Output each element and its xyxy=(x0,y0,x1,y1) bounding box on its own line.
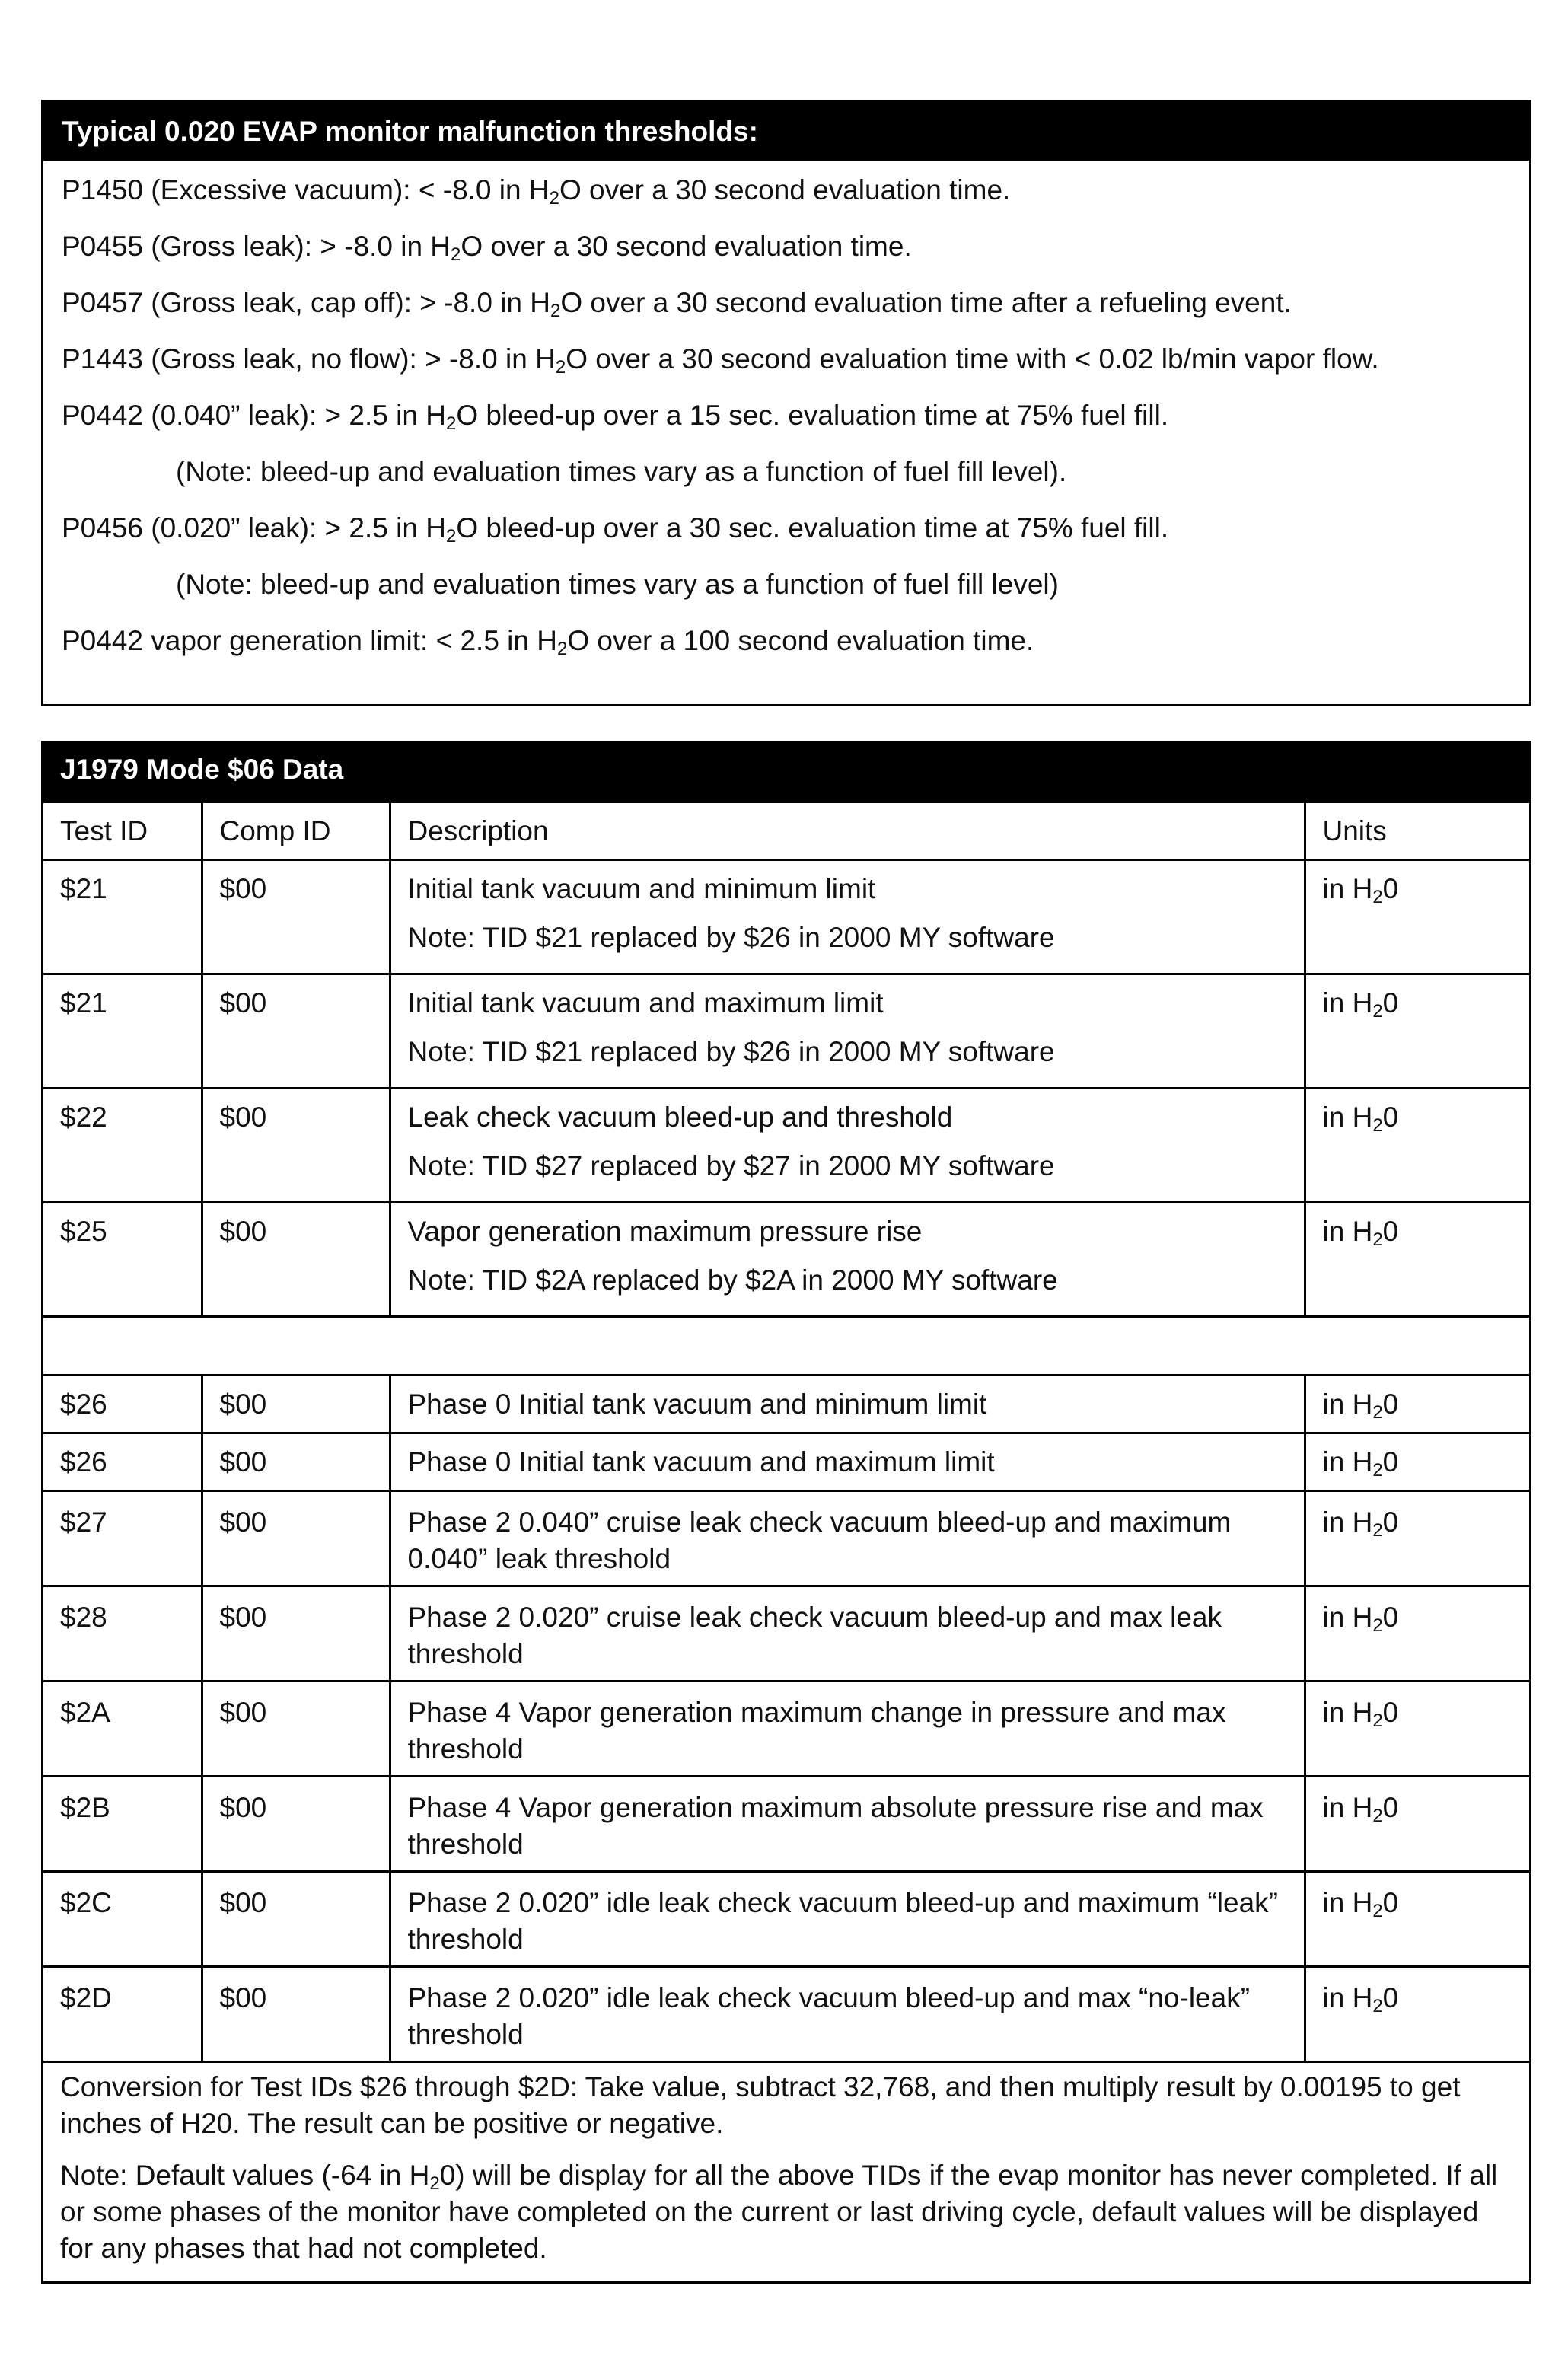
comp-id-cell: $00 xyxy=(202,859,390,974)
comp-id-cell: $00 xyxy=(202,1871,390,1966)
blank-cell xyxy=(43,1316,1529,1375)
table-row xyxy=(43,974,1529,1088)
comp-id-cell: $00 xyxy=(202,1586,390,1681)
subscript: 2 xyxy=(549,188,559,209)
blank-row xyxy=(43,1316,1529,1375)
units-cell xyxy=(1305,1490,1529,1586)
test-id-cell: $2A xyxy=(43,1681,202,1776)
description-cell: Phase 0 Initial tank vacuum and minimum limit xyxy=(390,1375,1305,1433)
description-cell: Phase 2 0.020” idle leak check vacuum bleed-up and max “no-leak” threshold xyxy=(390,1966,1305,2061)
units-cell xyxy=(1305,974,1529,1088)
default-values-note xyxy=(60,2157,1512,2267)
threshold-text-suffix: O bleed-up over a 30 sec. evaluation time at 75% fuel fill. xyxy=(456,512,1169,544)
threshold-text: (Note: bleed-up and evaluation times vary as a function of fuel fill level) xyxy=(176,569,1059,600)
units-cell xyxy=(1305,859,1529,974)
threshold-line xyxy=(62,558,1529,614)
threshold-text: P0457 (Gross leak, cap off): > -8.0 in H xyxy=(62,287,550,318)
threshold-text-suffix: O bleed-up over a 15 sec. evaluation time at 75% fuel fill. xyxy=(456,400,1169,431)
column-header-row xyxy=(43,802,1529,859)
units-cell xyxy=(1305,1966,1529,2061)
mode06-table xyxy=(43,743,1529,2282)
threshold-line xyxy=(62,164,1529,220)
comp-id-cell: $00 xyxy=(202,1433,390,1490)
units-cell xyxy=(1305,1202,1529,1316)
comp-id-cell: $00 xyxy=(202,1202,390,1316)
description-cell: Phase 2 0.040” cruise leak check vacuum bleed-up and maximum 0.040” leak threshold xyxy=(390,1490,1305,1586)
description-cell: Phase 2 0.020” cruise leak check vacuum bleed-up and max leak threshold xyxy=(390,1586,1305,1681)
unit-suffix: 0 xyxy=(1382,1101,1399,1133)
threshold-text-suffix: O over a 100 second evaluation time. xyxy=(567,625,1034,656)
description-text: Initial tank vacuum and minimum limit xyxy=(407,872,876,904)
subscript: 2 xyxy=(1372,1000,1383,1022)
subscript: 2 xyxy=(555,357,566,378)
unit-suffix: 0 xyxy=(1382,1791,1399,1823)
unit-prefix: in H xyxy=(1322,1696,1373,1728)
subscript: 2 xyxy=(1372,1229,1383,1250)
description-text: Leak check vacuum bleed-up and threshold xyxy=(407,1101,953,1133)
table-row xyxy=(43,1776,1529,1871)
threshold-text-suffix: O over a 30 second evaluation time after a refueling event. xyxy=(560,287,1292,318)
test-id-cell: $2C xyxy=(43,1871,202,1966)
subscript: 2 xyxy=(445,413,457,434)
unit-suffix: 0 xyxy=(1382,1601,1399,1633)
footer-row xyxy=(43,2061,1529,2282)
comp-id-cell: $00 xyxy=(202,1490,390,1586)
unit-suffix: 0 xyxy=(1382,1215,1399,1247)
units-cell xyxy=(1305,1433,1529,1490)
unit-prefix: in H xyxy=(1322,1791,1373,1823)
subscript: 2 xyxy=(451,244,461,265)
comp-id-cell: $00 xyxy=(202,974,390,1088)
subscript: 2 xyxy=(550,301,561,321)
unit-prefix: in H xyxy=(1322,1215,1373,1247)
comp-id-cell: $00 xyxy=(202,1681,390,1776)
mode06-title-row xyxy=(43,743,1529,802)
unit-prefix: in H xyxy=(1322,1101,1373,1133)
unit-prefix: in H xyxy=(1322,1388,1373,1420)
table-row xyxy=(43,1088,1529,1202)
unit-prefix: in H xyxy=(1322,1446,1373,1478)
conversion-note: Conversion for Test IDs $26 through $2D: Take value, subtract 32,768, and then multiply result by 0.00195 to get inches of H20. The result can be positive or negative. xyxy=(60,2071,1461,2139)
threshold-text: P0442 (0.040” leak): > 2.5 in H xyxy=(62,400,446,431)
description-cell xyxy=(390,859,1305,974)
column-header-test-id: Test ID xyxy=(43,802,202,859)
test-id-cell: $27 xyxy=(43,1490,202,1586)
description-cell xyxy=(390,1202,1305,1316)
test-id-cell: $26 xyxy=(43,1433,202,1490)
table-row xyxy=(43,1490,1529,1586)
threshold-line xyxy=(62,389,1529,445)
test-id-cell: $25 xyxy=(43,1202,202,1316)
description-text: Initial tank vacuum and maximum limit xyxy=(407,987,884,1019)
unit-prefix: in H xyxy=(1322,987,1373,1019)
unit-suffix: 0 xyxy=(1382,1506,1399,1538)
test-id-cell: $26 xyxy=(43,1375,202,1433)
default-note-prefix: Note: Default values (-64 in H xyxy=(60,2159,430,2191)
table-row xyxy=(43,1375,1529,1433)
unit-suffix: 0 xyxy=(1382,1446,1399,1478)
subscript: 2 xyxy=(1372,1995,1383,2016)
threshold-line xyxy=(62,502,1529,558)
description-note: Note: TID $21 replaced by $26 in 2000 MY software xyxy=(407,921,1055,953)
comp-id-cell: $00 xyxy=(202,1966,390,2061)
subscript: 2 xyxy=(1372,1114,1383,1136)
threshold-text-suffix: O over a 30 second evaluation time. xyxy=(461,231,912,262)
threshold-text: P0456 (0.020” leak): > 2.5 in H xyxy=(62,512,446,544)
unit-suffix: 0 xyxy=(1382,1886,1399,1918)
thresholds-list xyxy=(43,161,1529,671)
units-cell xyxy=(1305,1681,1529,1776)
description-cell: Phase 4 Vapor generation maximum change in pressure and max threshold xyxy=(390,1681,1305,1776)
threshold-text: P1443 (Gross leak, no flow): > -8.0 in H xyxy=(62,343,556,375)
unit-prefix: in H xyxy=(1322,872,1373,904)
subscript: 2 xyxy=(1372,1710,1383,1731)
comp-id-cell: $00 xyxy=(202,1088,390,1202)
description-note: Note: TID $21 replaced by $26 in 2000 MY software xyxy=(407,1035,1055,1067)
table-row xyxy=(43,1966,1529,2061)
description-cell xyxy=(390,1088,1305,1202)
subscript: 2 xyxy=(1372,1805,1383,1826)
unit-prefix: in H xyxy=(1322,1886,1373,1918)
subscript: 2 xyxy=(1372,886,1383,907)
unit-suffix: 0 xyxy=(1382,1388,1399,1420)
comp-id-cell: $00 xyxy=(202,1375,390,1433)
units-cell xyxy=(1305,1776,1529,1871)
threshold-text: P0442 vapor generation limit: < 2.5 in H xyxy=(62,625,557,656)
threshold-text: P1450 (Excessive vacuum): < -8.0 in H xyxy=(62,174,550,206)
units-cell xyxy=(1305,1375,1529,1433)
threshold-line xyxy=(62,276,1529,333)
column-header-description: Description xyxy=(390,802,1305,859)
comp-id-cell: $00 xyxy=(202,1776,390,1871)
table-row xyxy=(43,1871,1529,1966)
mode06-box xyxy=(41,741,1531,2284)
table-row xyxy=(43,859,1529,974)
subscript: 2 xyxy=(1372,1519,1383,1541)
test-id-cell: $2D xyxy=(43,1966,202,2061)
threshold-line xyxy=(62,614,1529,671)
test-id-cell: $21 xyxy=(43,859,202,974)
threshold-text: P0455 (Gross leak): > -8.0 in H xyxy=(62,231,451,262)
description-cell: Phase 2 0.020” idle leak check vacuum bleed-up and maximum “leak” threshold xyxy=(390,1871,1305,1966)
description-text: Vapor generation maximum pressure rise xyxy=(407,1215,923,1247)
subscript: 2 xyxy=(1372,1459,1383,1481)
thresholds-box xyxy=(41,100,1531,706)
column-header-units: Units xyxy=(1305,802,1529,859)
threshold-text-suffix: O over a 30 second evaluation time. xyxy=(559,174,1011,206)
table-row xyxy=(43,1433,1529,1490)
description-cell: Phase 4 Vapor generation maximum absolute pressure rise and max threshold xyxy=(390,1776,1305,1871)
subscript: 2 xyxy=(1372,1401,1383,1423)
column-header-comp-id: Comp ID xyxy=(202,802,390,859)
default-note-suffix: 0) will be display for all the above TIDs if the evap monitor has never completed. If all or some phases of the monitor have completed on the current or last driving cycle, default values will be displayed for any phases that had not completed. xyxy=(60,2159,1498,2264)
description-note: Note: TID $27 replaced by $27 in 2000 MY software xyxy=(407,1149,1055,1181)
table-row xyxy=(43,1586,1529,1681)
unit-suffix: 0 xyxy=(1382,1981,1399,2013)
unit-prefix: in H xyxy=(1322,1506,1373,1538)
table-row xyxy=(43,1202,1529,1316)
subscript: 2 xyxy=(556,639,568,659)
description-cell: Phase 0 Initial tank vacuum and maximum limit xyxy=(390,1433,1305,1490)
unit-suffix: 0 xyxy=(1382,872,1399,904)
test-id-cell: $21 xyxy=(43,974,202,1088)
mode06-title: J1979 Mode $06 Data xyxy=(43,743,1529,802)
threshold-line xyxy=(62,445,1529,502)
description-note: Note: TID $2A replaced by $2A in 2000 MY software xyxy=(407,1264,1058,1296)
threshold-line xyxy=(62,333,1529,389)
test-id-cell: $22 xyxy=(43,1088,202,1202)
test-id-cell: $2B xyxy=(43,1776,202,1871)
table-row xyxy=(43,1681,1529,1776)
test-id-cell: $28 xyxy=(43,1586,202,1681)
units-cell xyxy=(1305,1586,1529,1681)
unit-suffix: 0 xyxy=(1382,1696,1399,1728)
footer-cell xyxy=(43,2061,1529,2282)
units-cell xyxy=(1305,1088,1529,1202)
subscript: 2 xyxy=(1372,1900,1383,1921)
description-cell xyxy=(390,974,1305,1088)
unit-suffix: 0 xyxy=(1382,987,1399,1019)
subscript: 2 xyxy=(445,526,457,547)
subscript: 2 xyxy=(1372,1615,1383,1636)
unit-prefix: in H xyxy=(1322,1981,1373,2013)
threshold-text-suffix: O over a 30 second evaluation time with < 0.02 lb/min vapor flow. xyxy=(566,343,1379,375)
unit-prefix: in H xyxy=(1322,1601,1373,1633)
threshold-line xyxy=(62,220,1529,276)
subscript: 2 xyxy=(429,2173,440,2194)
units-cell xyxy=(1305,1871,1529,1966)
threshold-text: (Note: bleed-up and evaluation times vary as a function of fuel fill level). xyxy=(176,456,1067,487)
thresholds-title: Typical 0.020 EVAP monitor malfunction thresholds: xyxy=(43,102,1529,161)
